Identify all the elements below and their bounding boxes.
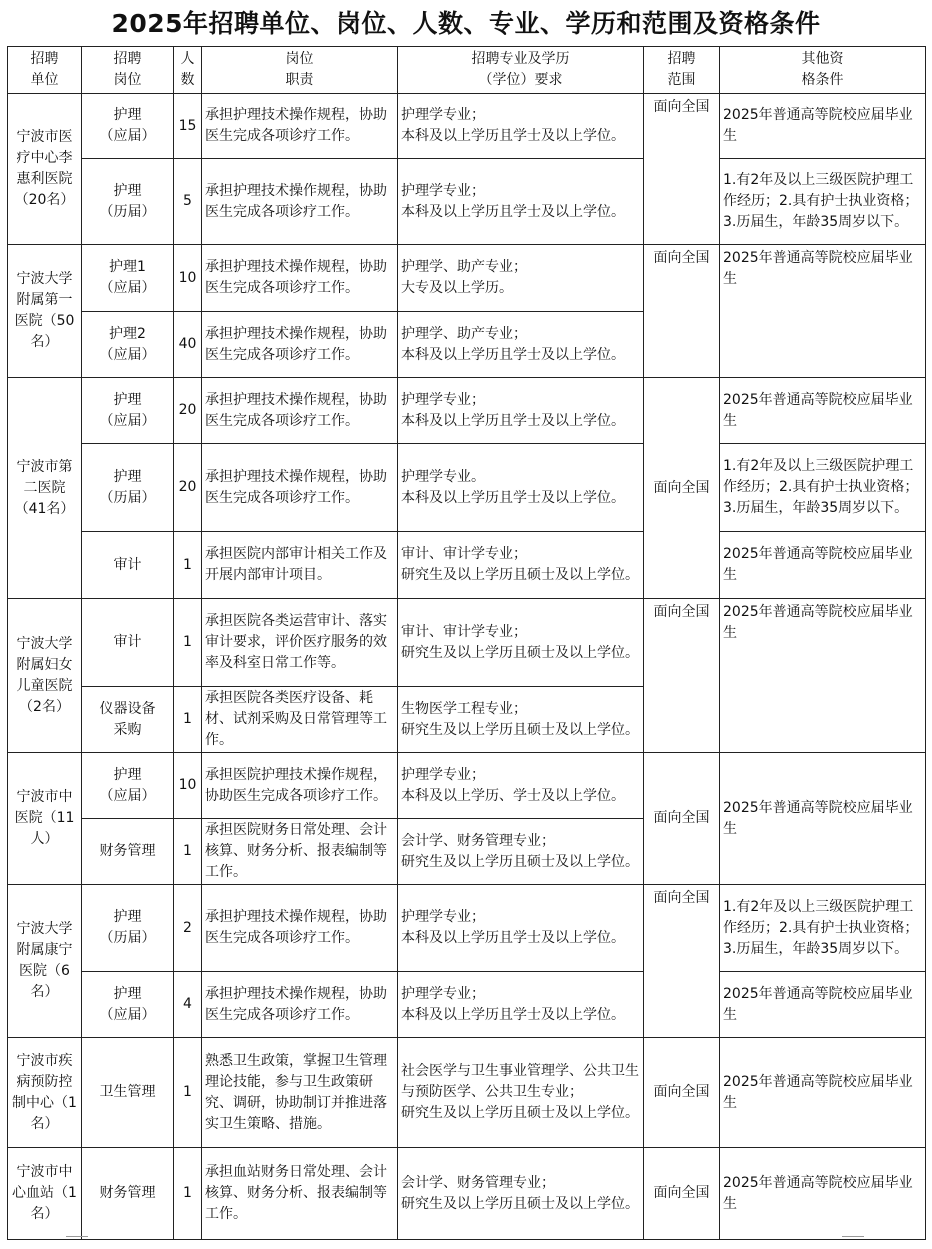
count-cell: 10 bbox=[174, 245, 202, 312]
duty-cell: 承担血站财务日常处理、会计核算、财务分析、报表编制等工作。 bbox=[202, 1148, 398, 1240]
post-cell: 护理 （应届） bbox=[82, 378, 174, 444]
other-cell: 2025年普通高等院校应届毕业生 bbox=[720, 245, 926, 378]
major-cell: 护理学专业； 本科及以上学历且学士及以上学位。 bbox=[398, 885, 644, 972]
other-cell: 2025年普通高等院校应届毕业生 bbox=[720, 1038, 926, 1148]
duty-cell: 承担护理技术操作规程，协助医生完成各项诊疗工作。 bbox=[202, 972, 398, 1038]
duty-cell: 承担护理技术操作规程，协助医生完成各项诊疗工作。 bbox=[202, 378, 398, 444]
post-cell: 卫生管理 bbox=[82, 1038, 174, 1148]
other-cell: 2025年普通高等院校应届毕业生 bbox=[720, 94, 926, 159]
table-header-row bbox=[8, 47, 926, 94]
duty-cell: 承担护理技术操作规程，协助医生完成各项诊疗工作。 bbox=[202, 444, 398, 532]
major-cell: 生物医学工程专业； 研究生及以上学历且硕士及以上学位。 bbox=[398, 687, 644, 753]
major-cell: 社会医学与卫生事业管理学、公共卫生与预防医学、公共卫生专业； 研究生及以上学历且硕士及以上学位。 bbox=[398, 1038, 644, 1148]
table-row bbox=[8, 94, 926, 159]
post-cell: 财务管理 bbox=[82, 819, 174, 885]
header-count: 人 数 bbox=[174, 47, 202, 94]
page-corner-mark-right bbox=[842, 1236, 864, 1247]
header-major: 招聘专业及学历 （学位）要求 bbox=[398, 47, 644, 94]
unit-cell: 宁波大学附属第一医院（50名） bbox=[8, 245, 82, 378]
post-cell: 审计 bbox=[82, 599, 174, 687]
table-row bbox=[8, 444, 926, 532]
post-cell: 护理1 （应届） bbox=[82, 245, 174, 312]
page-title: 2025年招聘单位、岗位、人数、专业、学历和范围及资格条件 bbox=[111, 9, 821, 38]
post-cell: 护理 （应届） bbox=[82, 972, 174, 1038]
post-cell: 护理 （历届） bbox=[82, 444, 174, 532]
count-cell: 5 bbox=[174, 159, 202, 245]
other-cell: 2025年普通高等院校应届毕业生 bbox=[720, 1148, 926, 1240]
major-cell: 审计、审计学专业； 研究生及以上学历且硕士及以上学位。 bbox=[398, 599, 644, 687]
header-other: 其他资 格条件 bbox=[720, 47, 926, 94]
duty-cell: 承担医院内部审计相关工作及开展内部审计项目。 bbox=[202, 532, 398, 599]
other-cell: 2025年普通高等院校应届毕业生 bbox=[720, 532, 926, 599]
count-cell: 10 bbox=[174, 753, 202, 819]
major-cell: 审计、审计学专业； 研究生及以上学历且硕士及以上学位。 bbox=[398, 532, 644, 599]
count-cell: 1 bbox=[174, 532, 202, 599]
duty-cell: 承担护理技术操作规程，协助医生完成各项诊疗工作。 bbox=[202, 312, 398, 378]
table-row bbox=[8, 1038, 926, 1148]
major-cell: 护理学专业； 本科及以上学历、学士及以上学位。 bbox=[398, 753, 644, 819]
major-cell: 护理学专业； 本科及以上学历且学士及以上学位。 bbox=[398, 378, 644, 444]
post-cell: 护理2 （应届） bbox=[82, 312, 174, 378]
other-cell: 1.有2年及以上三级医院护理工作经历；2.具有护士执业资格；3.历届生，年龄35周岁以下。 bbox=[720, 885, 926, 972]
unit-cell: 宁波市疾病预防控制中心（1名） bbox=[8, 1038, 82, 1148]
header-scope: 招聘 范围 bbox=[644, 47, 720, 94]
major-cell: 护理学、助产专业； 本科及以上学历且学士及以上学位。 bbox=[398, 312, 644, 378]
scope-cell: 面向全国 bbox=[644, 94, 720, 245]
table-row bbox=[8, 972, 926, 1038]
scope-cell: 面向全国 bbox=[644, 1038, 720, 1148]
post-cell: 护理 （历届） bbox=[82, 159, 174, 245]
table-row bbox=[8, 245, 926, 312]
count-cell: 1 bbox=[174, 819, 202, 885]
table-row bbox=[8, 378, 926, 444]
major-cell: 护理学专业； 本科及以上学历且学士及以上学位。 bbox=[398, 159, 644, 245]
table-row bbox=[8, 532, 926, 599]
count-cell: 20 bbox=[174, 378, 202, 444]
unit-cell: 宁波大学附属妇女儿童医院（2名） bbox=[8, 599, 82, 753]
count-cell: 1 bbox=[174, 599, 202, 687]
header-duty: 岗位 职责 bbox=[202, 47, 398, 94]
major-cell: 护理学、助产专业； 大专及以上学历。 bbox=[398, 245, 644, 312]
scope-cell: 面向全国 bbox=[644, 1148, 720, 1240]
scope-cell: 面向全国 bbox=[644, 378, 720, 599]
post-cell: 财务管理 bbox=[82, 1148, 174, 1240]
other-cell: 2025年普通高等院校应届毕业生 bbox=[720, 378, 926, 444]
post-cell: 护理 （应届） bbox=[82, 753, 174, 819]
header-post: 招聘 岗位 bbox=[82, 47, 174, 94]
other-cell: 2025年普通高等院校应届毕业生 bbox=[720, 599, 926, 753]
duty-cell: 承担医院护理技术操作规程，协助医生完成各项诊疗工作。 bbox=[202, 753, 398, 819]
major-cell: 护理学专业； 本科及以上学历且学士及以上学位。 bbox=[398, 94, 644, 159]
count-cell: 2 bbox=[174, 885, 202, 972]
count-cell: 1 bbox=[174, 687, 202, 753]
count-cell: 1 bbox=[174, 1148, 202, 1240]
scope-cell: 面向全国 bbox=[644, 753, 720, 885]
other-cell: 2025年普通高等院校应届毕业生 bbox=[720, 972, 926, 1038]
table-row bbox=[8, 159, 926, 245]
other-cell: 1.有2年及以上三级医院护理工作经历；2.具有护士执业资格；3.历届生，年龄35周岁以下。 bbox=[720, 444, 926, 532]
scope-cell: 面向全国 bbox=[644, 245, 720, 378]
unit-cell: 宁波市中心血站（1名） bbox=[8, 1148, 82, 1240]
duty-cell: 承担护理技术操作规程，协助医生完成各项诊疗工作。 bbox=[202, 885, 398, 972]
unit-cell: 宁波大学附属康宁医院（6名） bbox=[8, 885, 82, 1038]
count-cell: 15 bbox=[174, 94, 202, 159]
other-cell: 2025年普通高等院校应届毕业生 bbox=[720, 753, 926, 885]
post-cell: 审计 bbox=[82, 532, 174, 599]
other-cell: 1.有2年及以上三级医院护理工作经历；2.具有护士执业资格；3.历届生，年龄35周岁以下。 bbox=[720, 159, 926, 245]
unit-cell: 宁波市医疗中心李惠利医院（20名） bbox=[8, 94, 82, 245]
table-row bbox=[8, 1148, 926, 1240]
table-row bbox=[8, 599, 926, 687]
table-row bbox=[8, 753, 926, 819]
count-cell: 20 bbox=[174, 444, 202, 532]
major-cell: 会计学、财务管理专业； 研究生及以上学历且硕士及以上学位。 bbox=[398, 1148, 644, 1240]
unit-cell: 宁波市第二医院（41名） bbox=[8, 378, 82, 599]
duty-cell: 承担医院各类运营审计、落实审计要求，评价医疗服务的效率及科室日常工作等。 bbox=[202, 599, 398, 687]
duty-cell: 承担医院各类医疗设备、耗材、试剂采购及日常管理等工作。 bbox=[202, 687, 398, 753]
post-cell: 护理 （应届） bbox=[82, 94, 174, 159]
post-cell: 仪器设备 采购 bbox=[82, 687, 174, 753]
major-cell: 护理学专业； 本科及以上学历且学士及以上学位。 bbox=[398, 972, 644, 1038]
duty-cell: 承担护理技术操作规程，协助医生完成各项诊疗工作。 bbox=[202, 245, 398, 312]
table-row bbox=[8, 885, 926, 972]
recruitment-table bbox=[7, 46, 926, 1240]
scope-cell: 面向全国 bbox=[644, 599, 720, 753]
duty-cell: 承担护理技术操作规程，协助医生完成各项诊疗工作。 bbox=[202, 159, 398, 245]
major-cell: 会计学、财务管理专业； 研究生及以上学历且硕士及以上学位。 bbox=[398, 819, 644, 885]
major-cell: 护理学专业。 本科及以上学历且学士及以上学位。 bbox=[398, 444, 644, 532]
count-cell: 4 bbox=[174, 972, 202, 1038]
post-cell: 护理 （历届） bbox=[82, 885, 174, 972]
count-cell: 1 bbox=[174, 1038, 202, 1148]
duty-cell: 熟悉卫生政策，掌握卫生管理理论技能，参与卫生政策研究、调研，协助制订并推进落实卫生策略、措施。 bbox=[202, 1038, 398, 1148]
page-corner-mark-left bbox=[66, 1236, 88, 1247]
duty-cell: 承担护理技术操作规程，协助医生完成各项诊疗工作。 bbox=[202, 94, 398, 159]
unit-cell: 宁波市中医院（11人） bbox=[8, 753, 82, 885]
header-unit: 招聘 单位 bbox=[8, 47, 82, 94]
duty-cell: 承担医院财务日常处理、会计核算、财务分析、报表编制等工作。 bbox=[202, 819, 398, 885]
scope-cell: 面向全国 bbox=[644, 885, 720, 1038]
count-cell: 40 bbox=[174, 312, 202, 378]
